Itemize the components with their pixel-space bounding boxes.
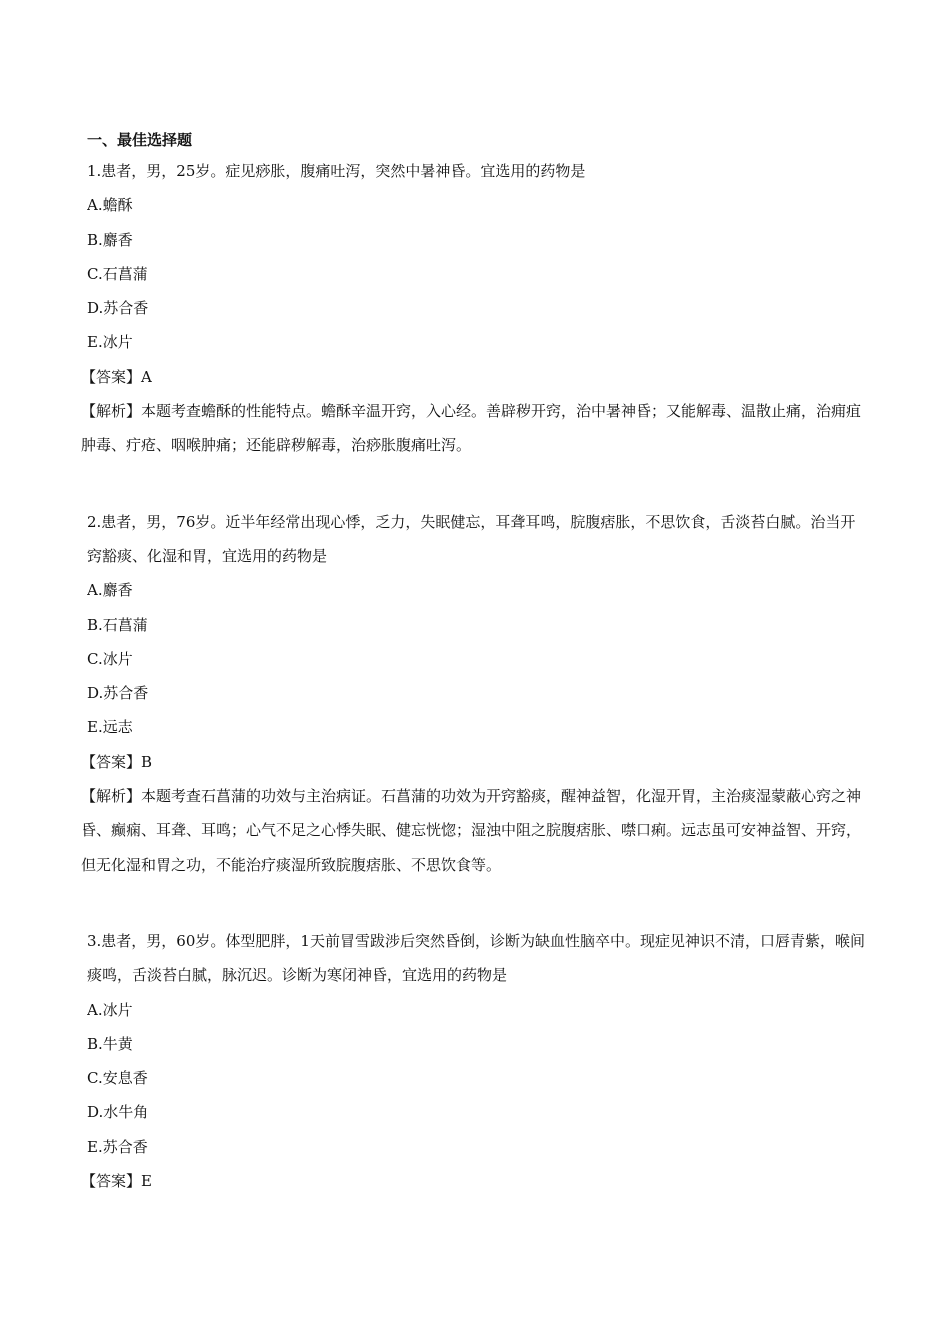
question-stem: 3.患者，男，60岁。体型肥胖，1天前冒雪跋涉后突然昏倒，诊断为缺血性脑卒中。现症见神识不清，口唇青紫，喉间痰鸣，舌淡苔白腻，脉沉迟。诊断为寒闭神昏，宜选用的药物是 <box>87 931 865 985</box>
answer-value: B <box>141 752 153 771</box>
option-d: D.水牛角 <box>87 1103 149 1122</box>
spacer <box>87 882 867 924</box>
question-1 <box>81 154 867 463</box>
answer-tag: 【答案】 <box>81 752 142 771</box>
option-e: E.远志 <box>87 718 133 737</box>
answer-tag: 【答案】 <box>81 1172 142 1191</box>
analysis <box>81 779 867 882</box>
answer-value: E <box>141 1172 152 1191</box>
answer-value: A <box>141 367 152 386</box>
option-a: A.冰片 <box>87 1000 133 1019</box>
question-stem: 1.患者，男，25岁。症见痧胀，腹痛吐泻，突然中暑神昏。宜选用的药物是 <box>87 162 586 180</box>
question-3 <box>81 924 867 1198</box>
analysis <box>81 394 867 463</box>
analysis-tag: 【解析】 <box>81 402 142 421</box>
analysis-tag: 【解析】 <box>81 787 142 806</box>
answer-line <box>81 360 867 394</box>
option-c: C.石菖蒲 <box>87 264 148 283</box>
answer-line <box>81 1164 867 1198</box>
question-stem: 2.患者，男，76岁。近半年经常出现心悸，乏力，失眠健忘，耳聋耳鸣，脘腹痞胀，不思饮食，舌淡苔白腻。治当开窍豁痰、化湿和胃，宜选用的药物是 <box>87 512 856 565</box>
option-a: A.麝香 <box>87 581 133 600</box>
option-c: C.冰片 <box>87 649 133 668</box>
question-2 <box>81 505 867 882</box>
document-content <box>81 126 867 1198</box>
option-e: E.苏合香 <box>87 1137 148 1156</box>
option-c: C.安息香 <box>87 1069 148 1088</box>
analysis-text: 本题考查石菖蒲的功效与主治病证。石菖蒲的功效为开窍豁痰，醒神益智，化湿开胃，主治痰湿蒙蔽心窍之神昏、癫痫、耳聋、耳鸣；心气不足之心悸失眠、健忘恍惚；湿浊中阻之脘腹痞胀、噤口痢。远志虽可安神益智、开窍，但无化湿和胃之功，不能治疗痰湿所致脘腹痞胀、不思饮食等。 <box>81 787 862 874</box>
option-b: B.牛黄 <box>87 1034 133 1053</box>
option-d: D.苏合香 <box>87 299 149 318</box>
option-b: B.石菖蒲 <box>87 615 148 634</box>
answer-tag: 【答案】 <box>81 367 142 386</box>
option-b: B.麝香 <box>87 230 133 249</box>
section-title: 一、最佳选择题 <box>87 131 193 149</box>
option-e: E.冰片 <box>87 333 133 352</box>
spacer <box>87 463 867 505</box>
option-d: D.苏合香 <box>87 684 149 703</box>
option-a: A.蟾酥 <box>87 196 133 215</box>
analysis-text: 本题考查蟾酥的性能特点。蟾酥辛温开窍，入心经。善辟秽开窍，治中暑神昏；又能解毒、温散止痛，治痈疽肿毒、疔疮、咽喉肿痛；还能辟秽解毒，治痧胀腹痛吐泻。 <box>81 402 862 455</box>
answer-line <box>81 745 867 779</box>
